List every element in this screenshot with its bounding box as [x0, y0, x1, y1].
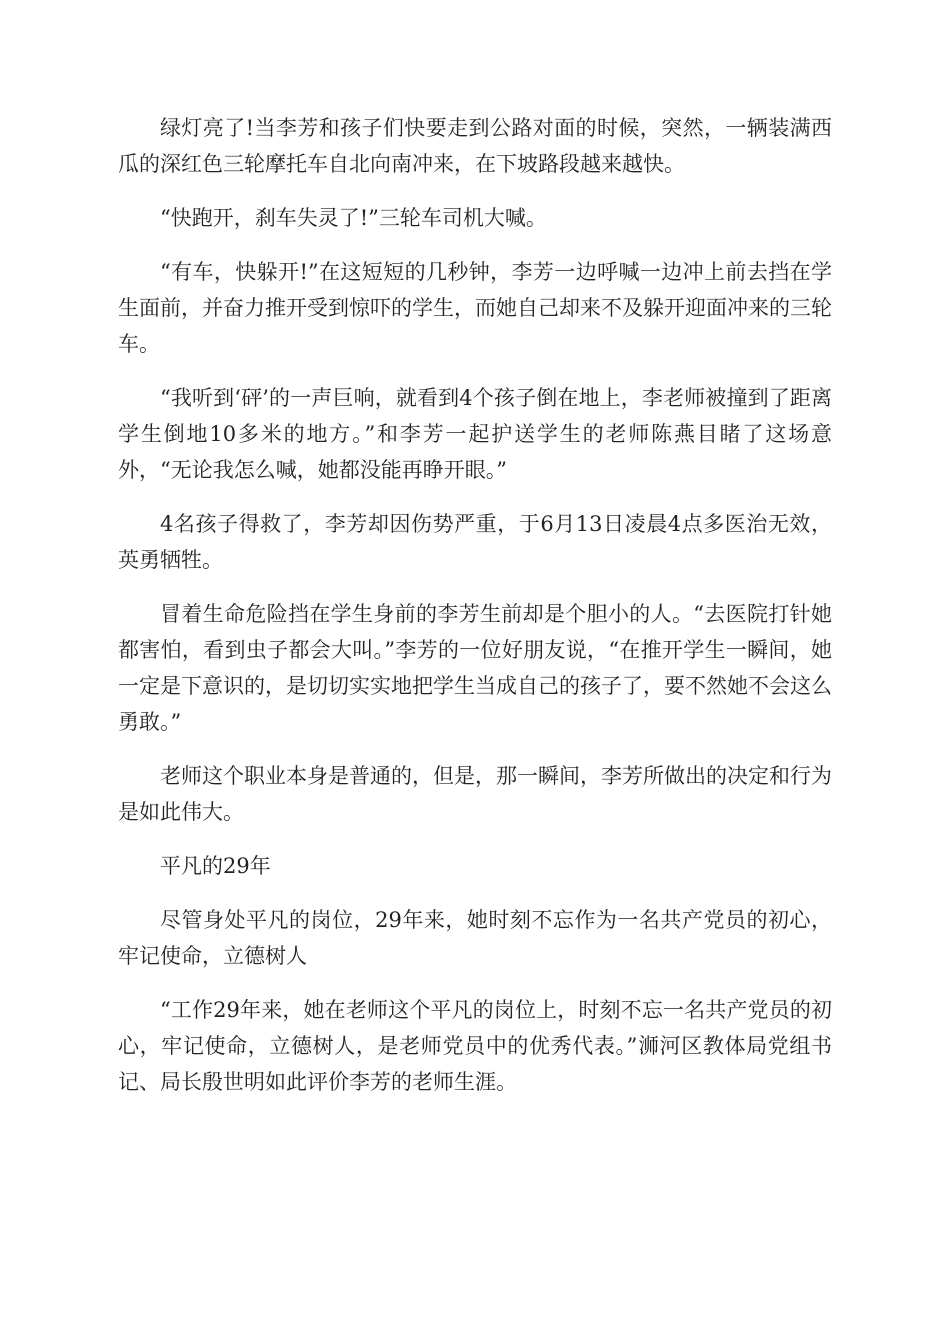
paragraph-10: “工作29年来，她在老师这个平凡的岗位上，时刻不忘一名共产党员的初心，牢记使命，立德树人，是老师党员中的优秀代表。”浉河区教体局党组书记、局长殷世明如此评价李芳的老师生涯。 — [118, 998, 832, 1094]
paragraph-2: “快跑开，刹车失灵了!”三轮车司机大喊。 — [160, 206, 547, 230]
paragraph-4: “我听到‘砰’的一声巨响，就看到4个孩子倒在地上，李老师被撞到了距离学生倒地10多米的地方。”和李芳一起护送学生的老师陈燕目睹了这场意外，“无论我怎么喊，她都没能再睁开眼。” — [118, 386, 832, 482]
section-heading: 平凡的29年 — [160, 854, 271, 878]
document-page — [118, 110, 832, 1118]
paragraph-6: 冒着生命危险挡在学生身前的李芳生前却是个胆小的人。“去医院打针她都害怕，看到虫子都会大叫。”李芳的一位好朋友说，“在推开学生一瞬间，她一定是下意识的，是切切实实地把学生当成自己的孩子了，要不然她不会这么勇敢。” — [118, 602, 832, 734]
paragraph-1: 绿灯亮了!当李芳和孩子们快要走到公路对面的时候，突然，一辆装满西瓜的深红色三轮摩托车自北向南冲来，在下坡路段越来越快。 — [118, 116, 832, 176]
paragraph-7: 老师这个职业本身是普通的，但是，那一瞬间，李芳所做出的决定和行为是如此伟大。 — [118, 764, 832, 824]
paragraph-5: 4名孩子得救了，李芳却因伤势严重，于6月13日凌晨4点多医治无效，英勇牺牲。 — [118, 512, 832, 572]
paragraph-9: 尽管身处平凡的岗位，29年来，她时刻不忘作为一名共产党员的初心，牢记使命，立德树人 — [118, 908, 832, 968]
paragraph-3: “有车，快躲开!”在这短短的几秒钟，李芳一边呼喊一边冲上前去挡在学生面前，并奋力推开受到惊吓的学生，而她自己却来不及躲开迎面冲来的三轮车。 — [118, 260, 832, 356]
